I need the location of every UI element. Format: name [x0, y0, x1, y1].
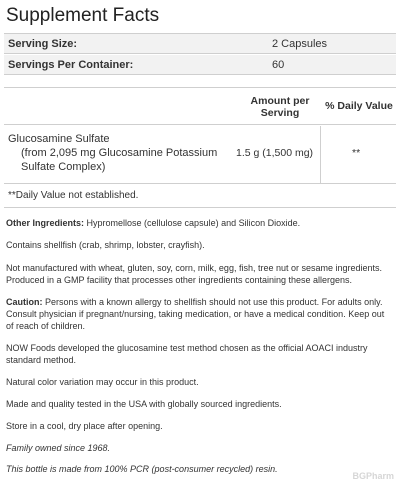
watermark: BGPharm	[352, 471, 394, 481]
servings-per-container-value: 60	[272, 59, 285, 71]
family-owned-note: Family owned since 1968.	[6, 443, 111, 453]
serving-size-label: Serving Size:	[8, 38, 78, 50]
ingredient-line-1: Glucosamine Sulfate	[8, 133, 110, 145]
footnote: **Daily Value not established.	[8, 190, 139, 201]
servings-per-container-row	[4, 55, 396, 75]
column-divider	[320, 126, 321, 183]
made-in-usa-note: Made and quality tested in the USA with globally sourced ingredients.	[6, 399, 282, 409]
servings-per-container-label: Servings Per Container:	[8, 59, 134, 71]
amount-header-line-1: Amount per	[250, 95, 310, 107]
serving-size-row	[4, 34, 396, 54]
ingredient-row	[4, 126, 396, 184]
caution-note	[6, 296, 390, 332]
ingredient-name	[8, 132, 217, 174]
page-title: Supplement Facts	[6, 5, 160, 26]
ingredient-amount: 1.5 g (1,500 mg)	[236, 147, 314, 159]
shellfish-note: Contains shellfish (crab, shrimp, lobster, crayfish).	[6, 240, 205, 250]
section-divider	[4, 207, 396, 208]
test-method-note: NOW Foods developed the glucosamine test method chosen as the official AOACI industry standard method.	[6, 343, 368, 365]
serving-size-value: 2 Capsules	[272, 38, 328, 50]
caution-text: Persons with a known allergy to shellfish should not use this product. For adults only. Consult physician if pregnant/nursing, taking medication, or have a medical condition. Keep out of reach of children.	[6, 297, 385, 331]
supplement-facts-table	[4, 33, 396, 201]
ingredient-line-2: (from 2,095 mg Glucosamine Potassium	[21, 147, 218, 159]
daily-value-header: % Daily Value	[325, 100, 393, 112]
color-variation-note: Natural color variation may occur in this product.	[6, 377, 199, 387]
amount-header-line-2: Serving	[260, 107, 300, 119]
ingredient-line-3: Sulfate Complex)	[21, 161, 106, 173]
allergen-note: Not manufactured with wheat, gluten, soy, corn, milk, egg, fish, tree nut or sesame ingredients. Produced in a GMP facility that processes other ingredients containing these allergens.	[6, 263, 383, 285]
caution-label: Caution:	[6, 297, 43, 307]
footnote-row	[4, 186, 396, 206]
bottle-note: This bottle is made from 100% PCR (post-consumer recycled) resin.	[6, 464, 278, 474]
other-ingredients	[6, 217, 390, 229]
storage-note: Store in a cool, dry place after opening.	[6, 421, 163, 431]
other-ingredients-label: Other Ingredients:	[6, 218, 85, 228]
ingredient-dv: **	[352, 147, 361, 159]
amount-per-serving-header	[240, 95, 320, 119]
table-header-row	[4, 87, 396, 125]
other-ingredients-text: Hypromellose (cellulose capsule) and Silicon Dioxide.	[84, 218, 301, 228]
